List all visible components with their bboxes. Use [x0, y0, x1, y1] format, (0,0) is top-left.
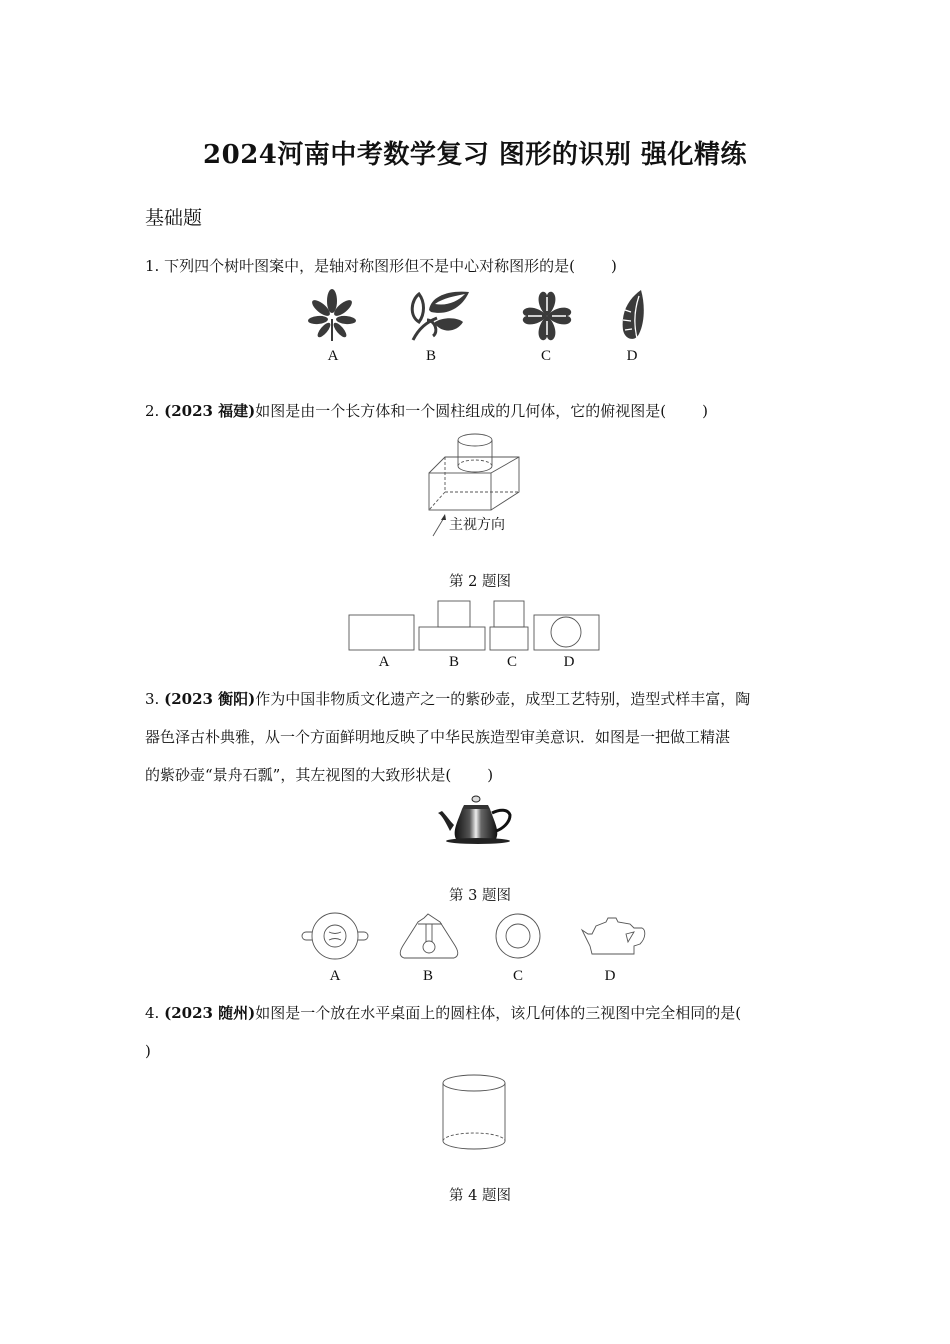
- q2-options-figure: [348, 600, 602, 652]
- question-number: 3.: [145, 690, 160, 708]
- q1-option-c-label[interactable]: C: [540, 348, 551, 364]
- question-text: 下列四个树叶图案中，是轴对称图形但不是中心对称图形的是(: [164, 257, 575, 275]
- question-2: 2. (2023 福建)如图是由一个长方体和一个圆柱组成的几何体，它的俯视图是( ): [145, 402, 708, 420]
- q1-option-b-label[interactable]: B: [425, 348, 436, 364]
- question-4: 4. (2023 随州)如图是一个放在水平桌面上的圆柱体，该几何体的三视图中完全相同的是( ): [145, 1004, 742, 1060]
- figure-caption: 第 4 题图: [449, 1188, 511, 1204]
- page-title: 2024河南中考数学复习 图形的识别 强化精练: [203, 140, 747, 170]
- question-source: (2023 随州): [164, 1004, 256, 1022]
- question-1: 1. 下列四个树叶图案中，是轴对称图形但不是中心对称图形的是( ): [145, 257, 617, 275]
- chestnut-leaf-icon: [307, 289, 357, 343]
- cylinder-figure: [440, 1073, 510, 1153]
- q2-option-b-label[interactable]: B: [448, 654, 459, 670]
- figure-caption: 第 2 题图: [449, 574, 511, 590]
- question-source: (2023 福建): [164, 402, 256, 420]
- q3-option-d-label[interactable]: D: [604, 968, 616, 984]
- single-leaf-icon: [617, 288, 647, 344]
- question-number: 2.: [145, 402, 160, 420]
- q3-option-c-label[interactable]: C: [512, 968, 523, 984]
- q3-options-figure: [300, 910, 650, 964]
- question-text: 如图是一个放在水平桌面上的圆柱体，该几何体的三视图中完全相同的是(: [255, 1004, 742, 1022]
- q1-option-a-label[interactable]: A: [327, 348, 339, 364]
- question-source: (2023 衡阳): [164, 690, 256, 708]
- figure-caption: 第 3 题图: [449, 888, 511, 904]
- q2-option-d-label[interactable]: D: [563, 654, 575, 670]
- teapot-photo: [436, 795, 516, 849]
- q1-option-d-label[interactable]: D: [626, 348, 638, 364]
- branch-leaves-icon: [405, 288, 471, 342]
- question-number: 1.: [145, 257, 160, 275]
- section-heading: 基础题: [145, 207, 203, 229]
- question-number: 4.: [145, 1004, 160, 1022]
- q3-option-a-label[interactable]: A: [329, 968, 341, 984]
- q3-option-b-label[interactable]: B: [422, 968, 433, 984]
- q2-option-a-label[interactable]: A: [378, 654, 390, 670]
- view-direction-label: 主视方向: [449, 517, 505, 533]
- question-text: 如图是由一个长方体和一个圆柱组成的几何体，它的俯视图是(: [255, 402, 667, 420]
- q2-option-c-label[interactable]: C: [506, 654, 517, 670]
- question-3: 3. (2023 衡阳)作为中国非物质文化遗产之一的紫砂壶，成型工艺特别，造型式样丰富，陶 器色泽古朴典雅，从一个方面鲜明地反映了中华民族造型审美意识．如图是一把做工精湛 的紫砂壶“景舟石瓢”，其左视图的大致形状是( ): [145, 690, 751, 784]
- four-leaf-clover-icon: [520, 289, 574, 343]
